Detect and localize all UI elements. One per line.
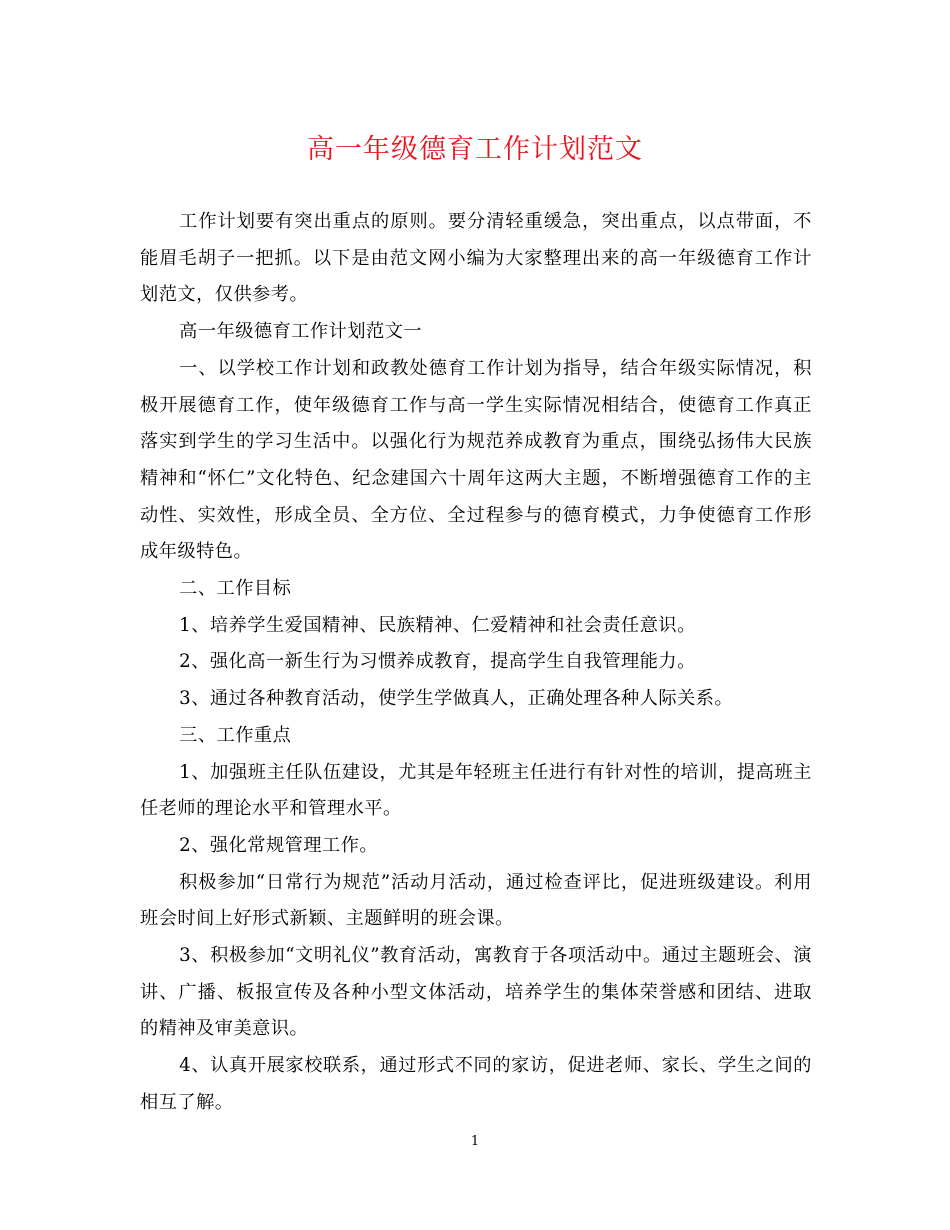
paragraph-focus-2: 2、强化常规管理工作。 [179,834,379,856]
paragraph-heading-plan-one: 高一年级德育工作计划范文一 [179,321,423,343]
paragraph-focus-2-detail: 积极参加“日常行为规范”活动月活动，通过检查评比，促进班级建设。利用班会时间上好形式新颖、主题鲜明的班会课。 [140,871,812,930]
document-title: 高一年级德育工作计划范文 [307,134,643,165]
paragraph-focus-1: 1、加强班主任队伍建设，尤其是年轻班主任进行有针对性的培训，提高班主任老师的理论水平和管理水平。 [140,761,812,820]
paragraph-intro: 工作计划要有突出重点的原则。要分清轻重缓急，突出重点，以点带面，不能眉毛胡子一把抓。以下是由范文网小编为大家整理出来的高一年级德育工作计划范文，仅供参考。 [140,211,812,306]
paragraph-goal-1: 1、培养学生爱国精神、民族精神、仁爱精神和社会责任意识。 [179,614,696,636]
paragraph-heading-focus: 三、工作重点 [179,724,292,746]
paragraph-section-one: 一、以学校工作计划和政教处德育工作计划为指导，结合年级实际情况，积极开展德育工作，使年级德育工作与高一学生实际情况相结合，使德育工作真正落实到学生的学习生活中。以强化行为规范养成教育为重点，围绕弘扬伟大民族精神和“怀仁”文化特色、纪念建国六十周年这两大主题，不断增强德育工作的主动性、实效性，形成全员、全方位、全过程参与的德育模式，力争使德育工作形成年级特色。 [140,357,812,563]
paragraph-goal-3: 3、通过各种教育活动，使学生学做真人，正确处理各种人际关系。 [179,688,734,710]
paragraph-focus-3: 3、积极参加“文明礼仪”教育活动，寓教育于各项活动中。通过主题班会、演讲、广播、板报宣传及各种小型文体活动，培养学生的集体荣誉感和团结、进取的精神及审美意识。 [140,945,812,1040]
page-number: 1 [470,1134,480,1149]
document-body [140,204,812,1122]
paragraph-heading-goals: 二、工作目标 [179,578,292,600]
paragraph-focus-4: 4、认真开展家校联系，通过形式不同的家访，促进老师、家长、学生之间的相互了解。 [140,1055,812,1113]
paragraph-goal-2: 2、强化高一新生行为习惯养成教育，提高学生自我管理能力。 [179,651,696,673]
